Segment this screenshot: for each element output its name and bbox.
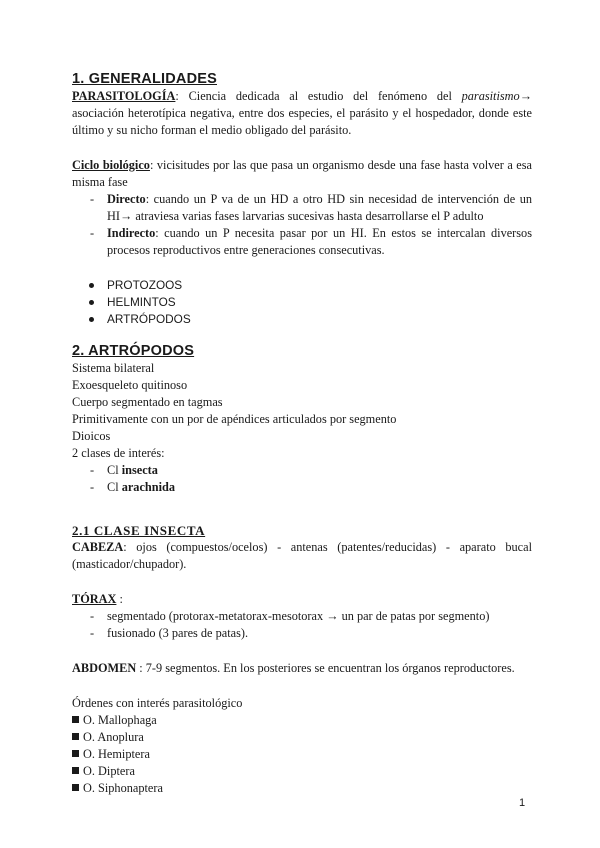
abdomen-term: ABDOMEN (72, 661, 137, 675)
list-item: - fusionado (3 pares de patas). (90, 626, 249, 640)
list-item: O. Diptera (72, 763, 532, 780)
text-line: Cuerpo segmentado en tagmas (72, 395, 223, 409)
parasitologia-term: PARASITOLOGÍA (72, 89, 176, 103)
text-line: Dioicos (72, 429, 111, 443)
groups-list (72, 277, 532, 328)
directo-term: Directo (107, 192, 146, 206)
list-item: - Directo: cuando un P va de un HD a otro HD sin necesidad de intervención de un HI→ atraviesa varias fases larvarias sucesivas hasta desarrollarse el P adulto (90, 192, 532, 223)
ciclo-text: : vicisitudes por las que pasa un organismo desde una fase hasta volver a esa misma fase (72, 158, 532, 189)
indirecto-term: Indirecto (107, 226, 156, 240)
page-number: 1 (519, 797, 526, 809)
bullet-icon (89, 317, 94, 322)
list-item: - Cl insecta (90, 463, 158, 477)
torax-list (72, 608, 532, 642)
square-bullet-icon (72, 750, 79, 757)
text-line: 2 clases de interés: (72, 446, 165, 460)
parasitologia-text-b: → asociación heterotípica negativa, entre dos especies, el parásito y el hospedador, donde este último y su nicho forman el medio obligado del parásito. (72, 89, 532, 137)
section-2-heading: 2. ARTRÓPODOS (72, 343, 195, 359)
list-item: PROTOZOOS (72, 277, 532, 294)
parasitologia-text-a: : Ciencia dedicada al estudio del fenómeno del (175, 89, 462, 103)
list-item: - Indirecto: cuando un P necesita pasar por un HI. En estos se intercalan diversos procesos reproductivos entre generaciones consecutivas. (90, 226, 532, 257)
document-page (72, 70, 532, 797)
list-item: O. Siphonaptera (72, 780, 532, 797)
list-item: HELMINTOS (72, 294, 532, 311)
list-item: O. Anoplura (72, 729, 532, 746)
cabeza-term: CABEZA (72, 540, 124, 554)
cabeza-paragraph: CABEZA: ojos (compuestos/ocelos) - antenas (patentes/reducidas) - aparato bucal (masticador/chupador). (72, 540, 532, 571)
ciclo-term: Ciclo biológico (72, 158, 150, 172)
bullet-icon (89, 283, 94, 288)
abdomen-paragraph: ABDOMEN : 7-9 segmentos. En los posteriores se encuentran los órganos reproductores. (72, 661, 515, 675)
text-line: Sistema bilateral (72, 361, 155, 375)
torax-paragraph: TÓRAX : (72, 592, 123, 606)
section-1-heading: 1. GENERALIDADES (72, 71, 217, 87)
ciclo-paragraph (72, 157, 532, 191)
torax-term: TÓRAX (72, 592, 117, 606)
list-item: O. Hemiptera (72, 746, 532, 763)
classes-list (72, 462, 532, 496)
square-bullet-icon (72, 784, 79, 791)
list-item: ARTRÓPODOS (72, 311, 532, 328)
list-item: - Cl arachnida (90, 480, 175, 494)
ordenes-title: Órdenes con interés parasitológico (72, 696, 243, 710)
text-line: Primitivamente con un por de apéndices articulados por segmento (72, 412, 397, 426)
ciclo-types-list (72, 191, 532, 259)
parasitismo-italic: parasitismo (461, 89, 520, 103)
square-bullet-icon (72, 733, 79, 740)
list-item: O. Mallophaga (72, 712, 532, 729)
list-item: - segmentado (protorax-metatorax-mesotorax → un par de patas por segmento) (90, 609, 490, 623)
bullet-icon (89, 300, 94, 305)
square-bullet-icon (72, 716, 79, 723)
text-line: Exoesqueleto quitinoso (72, 378, 188, 392)
square-bullet-icon (72, 767, 79, 774)
section-2-1-heading: 2.1 CLASE INSECTA (72, 523, 206, 538)
parasitologia-paragraph (72, 88, 532, 139)
ordenes-list (72, 712, 532, 797)
